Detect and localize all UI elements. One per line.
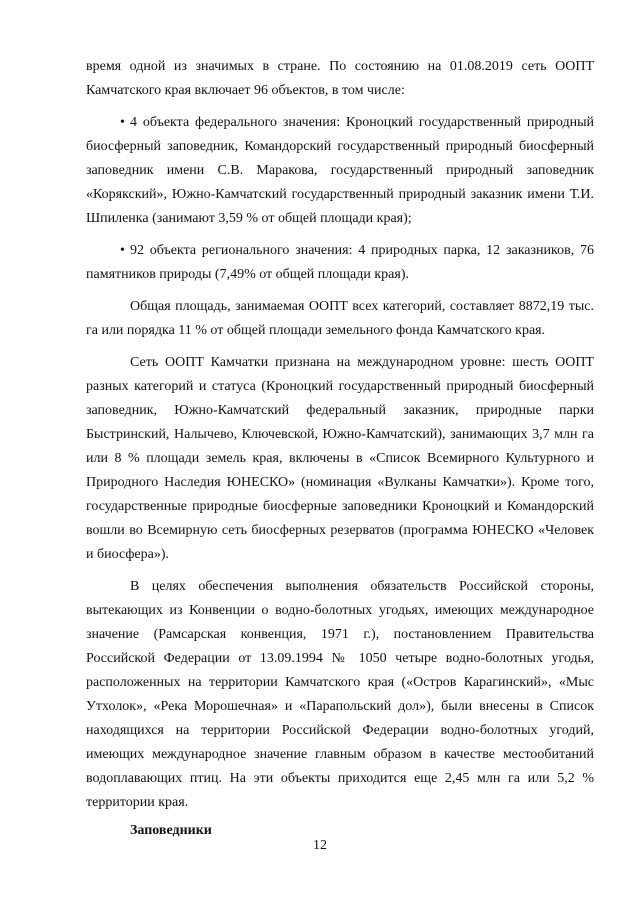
list-item-federal-text: 4 объекта федерального значения: Кроноцкий государственный природный биосферный заповедник, Командорский государственный природный биосферный заповедник имени С.В. Маракова, государственный природный заповедник «Корякский», Южно-Камчатский государственный природный заказник имени Т.И. Шпиленка (занимают 3,59 % от общей площади края); — [86, 115, 594, 226]
document-page — [86, 55, 594, 843]
paragraph-international: Сеть ООПТ Камчатки признана на международном уровне: шесть ООПТ разных категорий и статуса (Кроноцкий государственный природный биосферный заповедник, Южно-Камчатский федеральный заказник, природные парки Быстринский, Налычево, Ключевской, Южно-Камчатский), занимающих 3,7 млн га или 8 % площади земель края, включены в «Список Всемирного Культурного и Природного Наследия ЮНЕСКО» (номинация «Вулканы Камчатки»). Кроме того, государственные природные биосферные заповедники Кроноцкий и Командорский вошли во Всемирную сеть биосферных резерватов (программа ЮНЕСКО «Человек и биосфера»). — [86, 355, 594, 562]
paragraph-ramsar: В целях обеспечения выполнения обязательств Российской стороны, вытекающих из Конвенции о водно-болотных угодьях, имеющих международное значение (Рамсарская конвенция, 1971 г.), постановлением Правительства Российской Федерации от 13.09.1994 № 1050 четыре водно-болотных угодья, расположенных на территории Камчатского края («Остров Карагинский», «Мыс Утхолок», «Река Морошечная» и «Парапольский дол»), были внесены в Список находящихся на территории Российской Федерации водно-болотных угодий, имеющих международное значение главным образом в качестве местообитаний водоплавающих птиц. На эти объекты приходится еще 2,45 млн га или 5,2 % территории края. — [86, 579, 594, 810]
paragraph-total-area: Общая площадь, занимаемая ООПТ всех категорий, составляет 8872,19 тыс. га или порядка 11 % от общей площади земельного фонда Камчатского края. — [86, 299, 594, 338]
oopt-bullet-list — [86, 111, 594, 287]
section-heading-reserves: Заповедники — [130, 823, 212, 838]
page-number: 12 — [313, 838, 327, 853]
bullet-icon: • — [120, 243, 125, 258]
paragraph-intro: время одной из значимых в стране. По состоянию на 01.08.2019 сеть ООПТ Камчатского края включает 96 объектов, в том числе: — [86, 59, 594, 98]
list-item-regional — [86, 239, 594, 287]
list-item-federal — [86, 111, 594, 231]
list-item-regional-text: 92 объекта регионального значения: 4 природных парка, 12 заказников, 76 памятников природы (7,49% от общей площади края). — [86, 243, 594, 282]
bullet-icon: • — [120, 115, 125, 130]
